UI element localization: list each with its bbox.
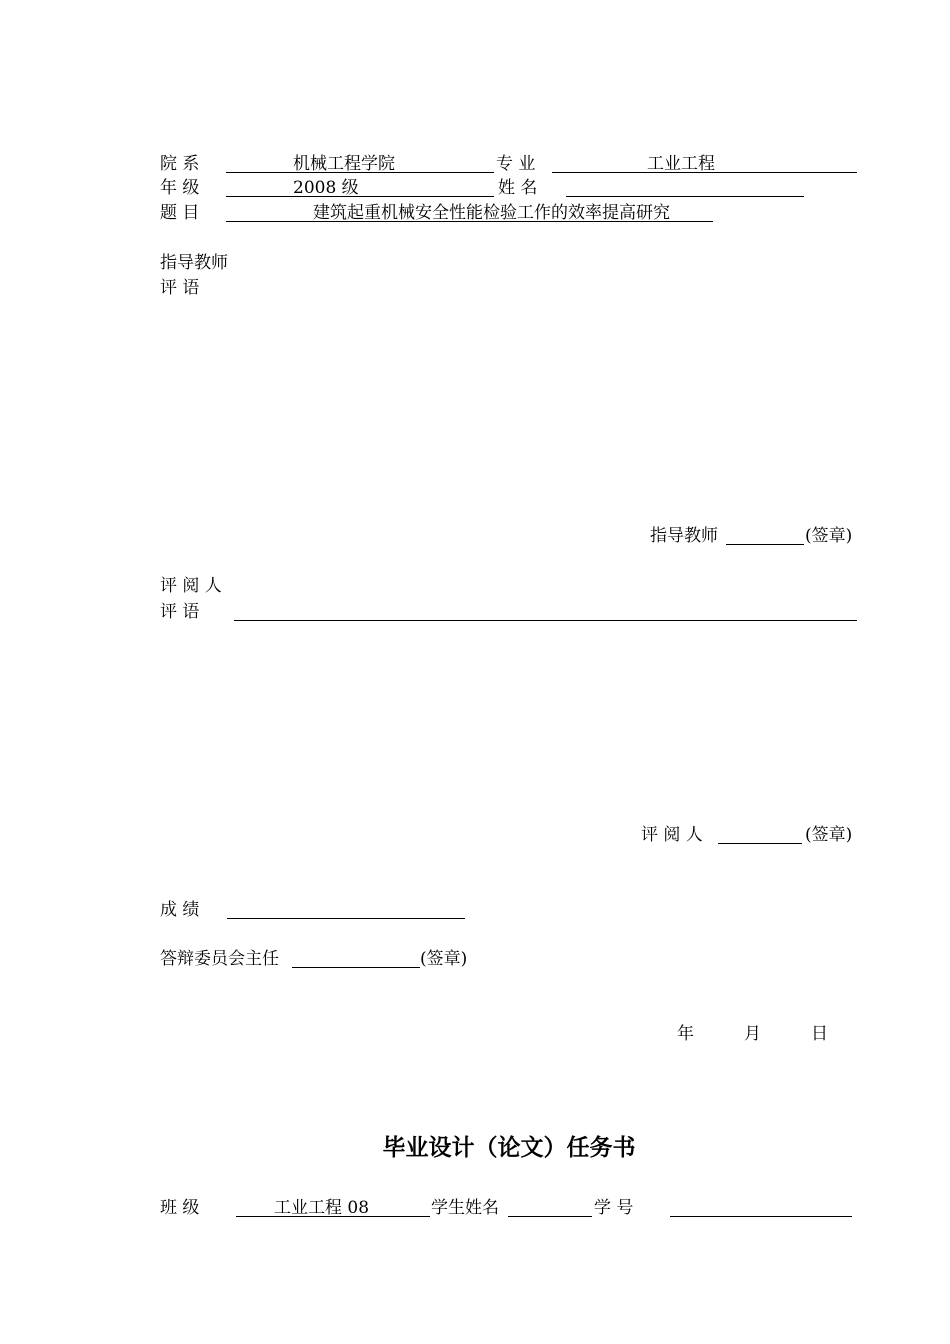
chair-label: 答辩委员会主任	[160, 949, 279, 969]
class-label: 班 级	[160, 1198, 200, 1218]
reviewer-sign-suffix: (签章)	[805, 825, 853, 845]
name-label: 姓 名	[498, 178, 538, 198]
advisor-sign-suffix: (签章)	[805, 526, 853, 546]
chair-suffix: (签章)	[420, 949, 468, 969]
advisor-sign-underline	[726, 544, 804, 545]
grade-underline	[226, 196, 494, 197]
grade-value: 2008 级	[293, 178, 359, 198]
reviewer-heading: 评 阅 人	[160, 576, 222, 596]
reviewer-sign-label: 评 阅 人	[641, 825, 703, 845]
score-underline	[227, 918, 465, 919]
major-label: 专 业	[496, 154, 536, 174]
dept-value: 机械工程学院	[293, 154, 395, 174]
class-value: 工业工程 08	[274, 1198, 370, 1218]
date-month: 月	[744, 1024, 761, 1044]
reviewer-comment-underline	[234, 620, 857, 621]
advisor-heading: 指导教师	[160, 253, 228, 273]
date-year: 年	[677, 1024, 694, 1044]
reviewer-comment-label: 评 语	[160, 602, 200, 622]
date-day: 日	[811, 1024, 828, 1044]
advisor-sign-label: 指导教师	[650, 526, 718, 546]
grade-label: 年 级	[160, 178, 200, 198]
student-id-label: 学 号	[594, 1198, 634, 1218]
topic-value: 建筑起重机械安全性能检验工作的效率提高研究	[313, 203, 670, 223]
topic-label: 题 目	[160, 203, 200, 223]
major-value: 工业工程	[647, 154, 715, 174]
student-name-underline	[508, 1216, 592, 1217]
name-underline	[566, 196, 804, 197]
student-id-underline	[670, 1216, 852, 1217]
student-name-label: 学生姓名	[431, 1198, 499, 1218]
advisor-comment-label: 评 语	[160, 278, 200, 298]
chair-underline	[292, 967, 420, 968]
dept-label: 院 系	[160, 154, 200, 174]
score-label: 成 绩	[160, 900, 200, 920]
reviewer-sign-underline	[718, 843, 802, 844]
task-title: 毕业设计（论文）任务书	[382, 1135, 636, 1161]
